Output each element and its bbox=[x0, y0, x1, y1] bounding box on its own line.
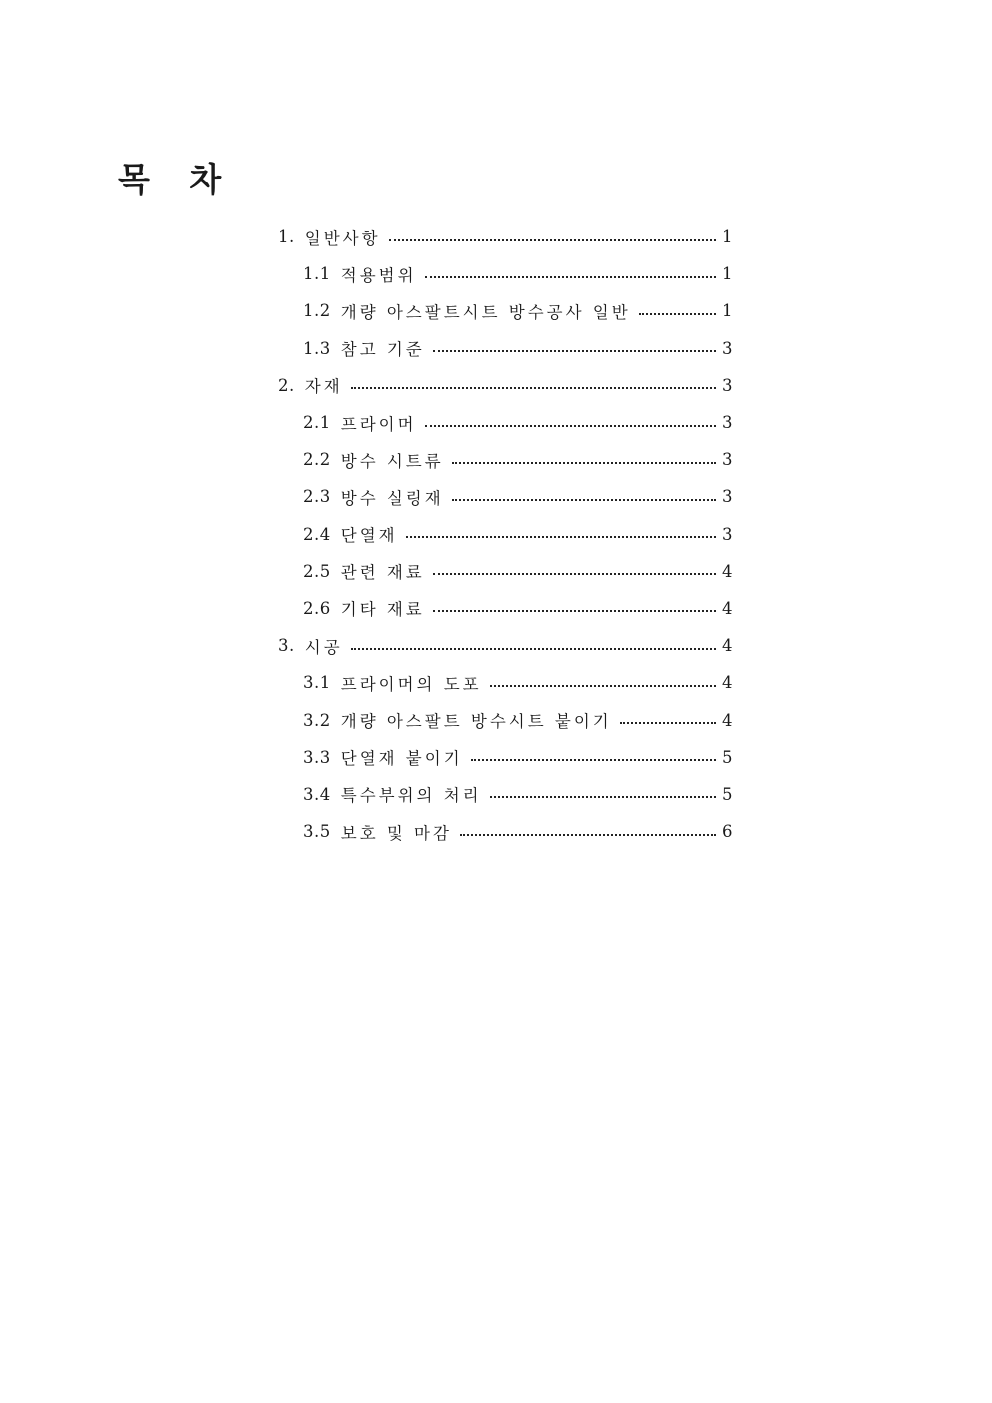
toc-dot-leader bbox=[351, 385, 716, 389]
toc-entry-title: 방수 실링재 bbox=[340, 488, 444, 508]
toc-page-number: 6 bbox=[722, 822, 733, 842]
toc-subsection-entry[interactable] bbox=[278, 404, 738, 441]
toc-page-number: 1 bbox=[722, 301, 733, 321]
toc-entry-title: 개량 아스팔트시트 방수공사 일반 bbox=[340, 302, 631, 322]
toc-subsection-entry[interactable] bbox=[278, 776, 738, 813]
toc-subsection-entry[interactable] bbox=[278, 553, 738, 590]
toc-dot-leader bbox=[433, 571, 716, 575]
toc-page-number: 4 bbox=[722, 710, 733, 730]
toc-entry-number: 3.5 bbox=[303, 822, 331, 842]
toc-page-number: 3 bbox=[722, 450, 733, 470]
toc-entry-title: 프라이머 bbox=[340, 414, 417, 434]
toc-entry-title: 참고 기준 bbox=[340, 340, 425, 360]
toc-section-entry[interactable] bbox=[278, 627, 738, 664]
toc-entry-number: 1.1 bbox=[303, 264, 331, 284]
toc-entry-number: 2.3 bbox=[303, 487, 331, 507]
toc-dot-leader bbox=[639, 311, 716, 315]
toc-entry-title: 보호 및 마감 bbox=[340, 823, 452, 843]
toc-entry-title: 적용범위 bbox=[340, 265, 417, 285]
toc-entry-number: 3. bbox=[278, 636, 295, 656]
toc-entry-number: 1.3 bbox=[303, 338, 331, 358]
toc-page-number: 1 bbox=[722, 227, 733, 247]
toc-subsection-entry[interactable] bbox=[278, 255, 738, 292]
toc-subsection-entry[interactable] bbox=[278, 441, 738, 478]
toc-entry-title: 일반사항 bbox=[304, 228, 381, 248]
toc-entry-number: 2.2 bbox=[303, 450, 331, 470]
toc-subsection-entry[interactable] bbox=[278, 813, 738, 850]
toc-entry-number: 1.2 bbox=[303, 301, 331, 321]
toc-entry-number: 2.5 bbox=[303, 561, 331, 581]
toc-subsection-entry[interactable] bbox=[278, 330, 738, 367]
toc-entry-title: 기타 재료 bbox=[340, 600, 425, 620]
toc-page-number: 3 bbox=[722, 487, 733, 507]
toc-entry-number: 2.6 bbox=[303, 598, 331, 618]
toc-entry-title: 방수 시트류 bbox=[340, 451, 444, 471]
toc-entry-title: 프라이머의 도포 bbox=[340, 674, 482, 694]
toc-dot-leader bbox=[471, 757, 716, 761]
toc-entry-title: 자재 bbox=[304, 377, 343, 397]
toc-page-number: 3 bbox=[722, 338, 733, 358]
toc-page-number: 4 bbox=[722, 561, 733, 581]
toc-page-number: 3 bbox=[722, 413, 733, 433]
toc-dot-leader bbox=[490, 683, 716, 687]
toc-entry-title: 개량 아스팔트 방수시트 붙이기 bbox=[340, 712, 612, 732]
toc-dot-leader bbox=[433, 348, 716, 352]
toc-entry-title: 특수부위의 처리 bbox=[340, 786, 482, 806]
toc-entry-number: 1. bbox=[278, 227, 295, 247]
toc-page-number: 4 bbox=[722, 673, 733, 693]
toc-dot-leader bbox=[620, 720, 716, 724]
toc-entry-number: 2. bbox=[278, 375, 295, 395]
table-of-contents bbox=[278, 218, 738, 850]
toc-dot-leader bbox=[490, 794, 716, 798]
toc-subsection-entry[interactable] bbox=[278, 478, 738, 515]
toc-page-number: 3 bbox=[722, 375, 733, 395]
toc-page-number: 4 bbox=[722, 636, 733, 656]
toc-page-number: 1 bbox=[722, 264, 733, 284]
toc-dot-leader bbox=[433, 608, 716, 612]
toc-section-entry[interactable] bbox=[278, 218, 738, 255]
toc-dot-leader bbox=[460, 832, 716, 836]
toc-dot-leader bbox=[389, 237, 716, 241]
toc-entry-title: 단열재 bbox=[340, 526, 398, 546]
toc-subsection-entry[interactable] bbox=[278, 701, 738, 738]
toc-section-entry[interactable] bbox=[278, 367, 738, 404]
toc-entry-title: 시공 bbox=[304, 637, 343, 657]
toc-subsection-entry[interactable] bbox=[278, 516, 738, 553]
toc-entry-number: 3.4 bbox=[303, 784, 331, 804]
toc-entry-number: 2.4 bbox=[303, 524, 331, 544]
toc-subsection-entry[interactable] bbox=[278, 664, 738, 701]
toc-entry-number: 2.1 bbox=[303, 413, 331, 433]
toc-page-number: 5 bbox=[722, 784, 733, 804]
toc-page-number: 4 bbox=[722, 598, 733, 618]
toc-dot-leader bbox=[406, 534, 716, 538]
toc-entry-title: 관련 재료 bbox=[340, 563, 425, 583]
toc-entry-number: 3.1 bbox=[303, 673, 331, 693]
toc-dot-leader bbox=[425, 423, 716, 427]
toc-entry-number: 3.2 bbox=[303, 710, 331, 730]
page-title: 목 차 bbox=[118, 160, 236, 199]
toc-entry-number: 3.3 bbox=[303, 747, 331, 767]
toc-page-number: 3 bbox=[722, 524, 733, 544]
toc-entry-title: 단열재 붙이기 bbox=[340, 749, 463, 769]
toc-dot-leader bbox=[452, 460, 716, 464]
toc-dot-leader bbox=[425, 274, 716, 278]
toc-dot-leader bbox=[351, 646, 716, 650]
toc-subsection-entry[interactable] bbox=[278, 739, 738, 776]
toc-subsection-entry[interactable] bbox=[278, 292, 738, 329]
toc-subsection-entry[interactable] bbox=[278, 590, 738, 627]
toc-page-number: 5 bbox=[722, 747, 733, 767]
toc-dot-leader bbox=[452, 497, 716, 501]
